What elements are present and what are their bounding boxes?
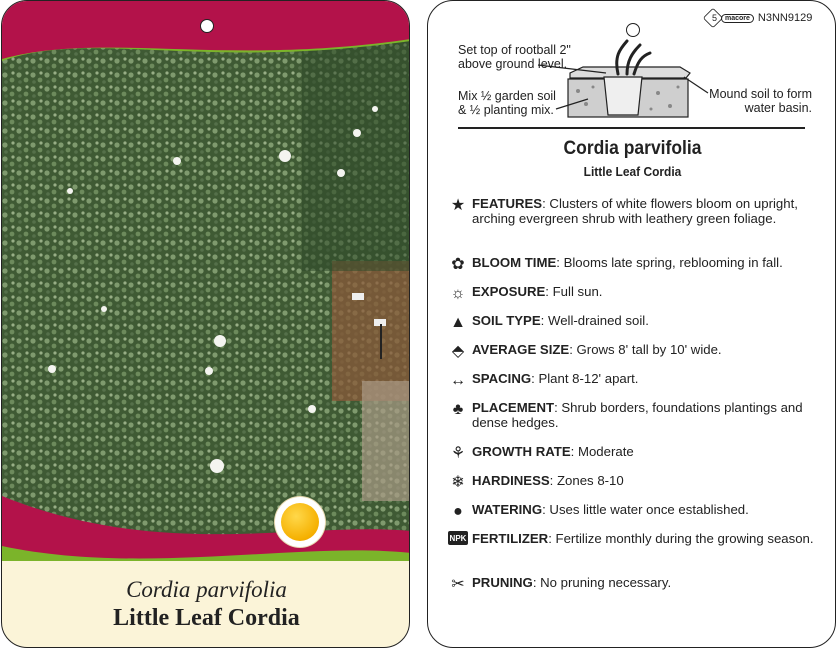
back-common-name: Little Leaf Cordia [583, 164, 682, 179]
pruning-text: No pruning necessary. [540, 575, 672, 590]
spacing-text: Plant 8-12' apart. [538, 371, 639, 386]
front-card [1, 0, 410, 648]
watering-label: WATERING [472, 502, 543, 517]
placement-text: Shrub borders, foundations plantings and dense hedges. [472, 400, 803, 430]
hardiness-label: HARDINESS [472, 473, 550, 488]
watering-text: Uses little water once established. [549, 502, 749, 517]
snowflake-icon: ❄ [451, 473, 465, 491]
hang-hole [200, 19, 214, 33]
features-item: ★ FEATURES: Clusters of white flowers bloom on upright, arching evergreen shrub with leathery green foliage. [448, 196, 818, 226]
diagram-rootball-note: Set top of rootball 2" above ground level. [458, 43, 571, 71]
average-size-label: AVERAGE SIZE [472, 342, 570, 357]
back-scientific-name: Cordia parvifolia [563, 138, 702, 159]
hardiness-text: Zones 8-10 [557, 473, 624, 488]
soil-type-item: ▲ SOIL TYPE: Well-drained soil. [448, 313, 818, 328]
npk-icon: NPK [448, 531, 468, 545]
exposure-text: Full sun. [552, 284, 603, 299]
features-label: FEATURES [472, 196, 543, 211]
diagram-soil-mix-note: Mix ½ garden soil & ½ planting mix. [458, 89, 556, 117]
flower-icon: ✿ [451, 255, 465, 273]
spacing-icon: ↔ [450, 371, 466, 389]
average-size-text: Grows 8' tall by 10' wide. [576, 342, 722, 357]
growth-icon: ⚘ [450, 444, 466, 462]
sun-icon: ☼ [450, 284, 466, 302]
brand-badge: macore [721, 14, 754, 23]
water-drop-icon: ● [453, 502, 463, 520]
bloom-time-text: Blooms late spring, reblooming in fall. [563, 255, 783, 270]
average-size-item: ⬘ AVERAGE SIZE: Grows 8' tall by 10' wide. [448, 342, 818, 357]
product-code: N3NN9129 [757, 12, 813, 24]
spacing-label: SPACING [472, 371, 532, 386]
growth-rate-label: GROWTH RATE [472, 444, 571, 459]
front-scientific-name: Cordia parvifolia [126, 577, 287, 602]
recycle-number: 5 [712, 13, 718, 23]
size-icon: ⬘ [451, 342, 465, 360]
growth-rate-text: Moderate [577, 444, 634, 459]
fertilizer-item: NPK FERTILIZER: Fertilize monthly during the growing season. [449, 531, 814, 546]
features-text: Clusters of white flowers bloom on upright, arching evergreen shrub with leathery green foliage. [472, 196, 798, 226]
growth-rate-item: ⚘ GROWTH RATE: Moderate [448, 444, 818, 459]
back-card [427, 0, 836, 648]
star-icon: ★ [450, 196, 466, 214]
full-sun-icon [275, 497, 325, 547]
pruning-item: ✂ PRUNING: No pruning necessary. [448, 575, 818, 590]
watering-item: ● WATERING: Uses little water once established. [448, 502, 818, 517]
fertilizer-text: Fertilize monthly during the growing season. [555, 531, 814, 546]
front-common-name: Little Leaf Cordia [113, 605, 300, 631]
bloom-time-label: BLOOM TIME [472, 255, 557, 270]
diagram-water-basin-note: Mound soil to form water basin. [709, 87, 812, 115]
pruning-label: PRUNING [472, 575, 533, 590]
divider [458, 127, 805, 129]
exposure-label: EXPOSURE [472, 284, 546, 299]
soil-icon: ▲ [450, 313, 466, 331]
pruners-icon: ✂ [451, 575, 465, 593]
placement-label: PLACEMENT [472, 400, 555, 415]
placement-item: ♣ PLACEMENT: Shrub borders, foundations plantings and dense hedges. [448, 400, 818, 430]
fertilizer-label: FERTILIZER [472, 531, 549, 546]
plant-photo [2, 1, 410, 561]
soil-type-label: SOIL TYPE [472, 313, 541, 328]
spacing-item: ↔ SPACING: Plant 8-12' apart. [450, 371, 639, 389]
hardiness-item: ❄ HARDINESS: Zones 8-10 [448, 473, 818, 488]
bloom-time-item: ✿ BLOOM TIME: Blooms late spring, reblooming in fall. [448, 255, 818, 270]
exposure-item: ☼ EXPOSURE: Full sun. [448, 284, 818, 299]
placement-icon: ♣ [452, 400, 464, 418]
soil-type-text: Well-drained soil. [547, 313, 649, 328]
